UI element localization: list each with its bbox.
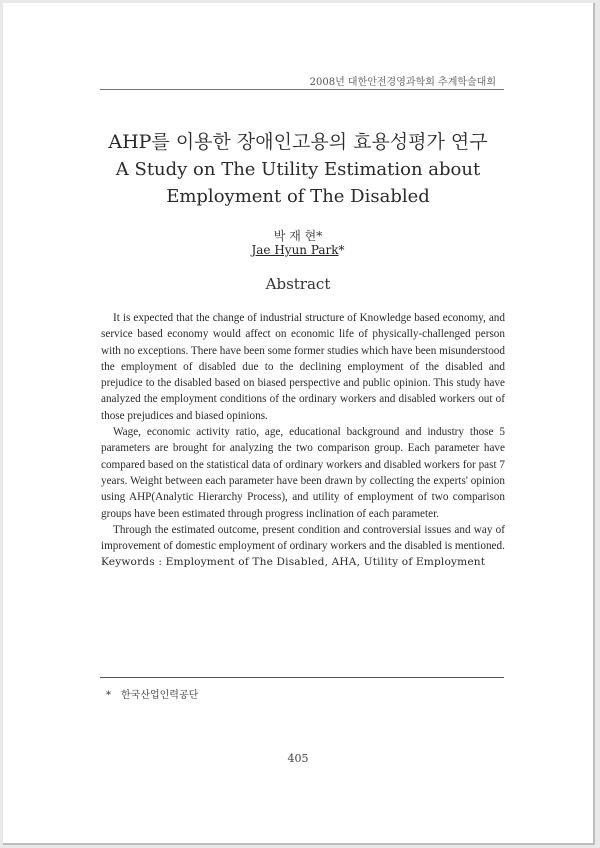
running-head: 2008년 대한안전경영과학회 추계학술대회 xyxy=(309,77,496,88)
footnote-text: 한국산업인력공단 xyxy=(121,690,199,701)
header-rule xyxy=(100,89,504,90)
abstract-heading: Abstract xyxy=(265,275,331,293)
title-korean: AHP를 이용한 장애인고용의 효용성평가 연구 xyxy=(108,131,488,153)
title-english-line1: A Study on The Utility Estimation about xyxy=(115,159,481,180)
footnote xyxy=(106,686,198,701)
author-english-name: Jae Hyun Park xyxy=(251,243,339,257)
author-english xyxy=(3,243,593,257)
footnote-mark: * xyxy=(106,690,111,701)
page-number: 405 xyxy=(287,752,309,765)
keywords-line: Keywords : Employment of The Disabled, AHA, Utility of Employment xyxy=(101,556,486,569)
abstract-body xyxy=(101,310,505,571)
title-english-line2: Employment of The Disabled xyxy=(166,186,430,207)
title-block xyxy=(3,129,593,210)
paper-page xyxy=(3,3,595,845)
author-korean: 박 재 현* xyxy=(273,229,323,243)
abstract-paragraph: Wage, economic activity ratio, age, educational background and industry those 5 parameters are brought for analyzing the two comparison group. Each parameter have compared based on the statistical data of ordinary workers and disabled workers for past 7 years. Weight between each parameter have been drawn by collecting the experts' opinion using AHP(Analytic Hierarchy Process), and utility of employment of two comparison groups have been estimated through progress inclination of each parameter. xyxy=(101,426,505,520)
abstract-paragraph: Through the estimated outcome, present condition and controversial issues and way of improvement of domestic employment of ordinary workers and the disabled is mentioned. xyxy=(101,523,505,553)
footnote-rule xyxy=(100,677,504,678)
abstract-paragraph: It is expected that the change of industrial structure of Knowledge based economy, and service based economy would affect on economic life of physically-challenged person with no exceptions. There have been some former studies which have been misunderstood the employment of disabled due to the declining employment of the disabled and prejudice to the disabled based on biased perspective and public opinion. This study have analyzed the employment conditions of the ordinary workers and disabled workers out of those prejudices and biased opinions. xyxy=(101,312,505,422)
author-affiliation-mark: * xyxy=(338,243,345,257)
